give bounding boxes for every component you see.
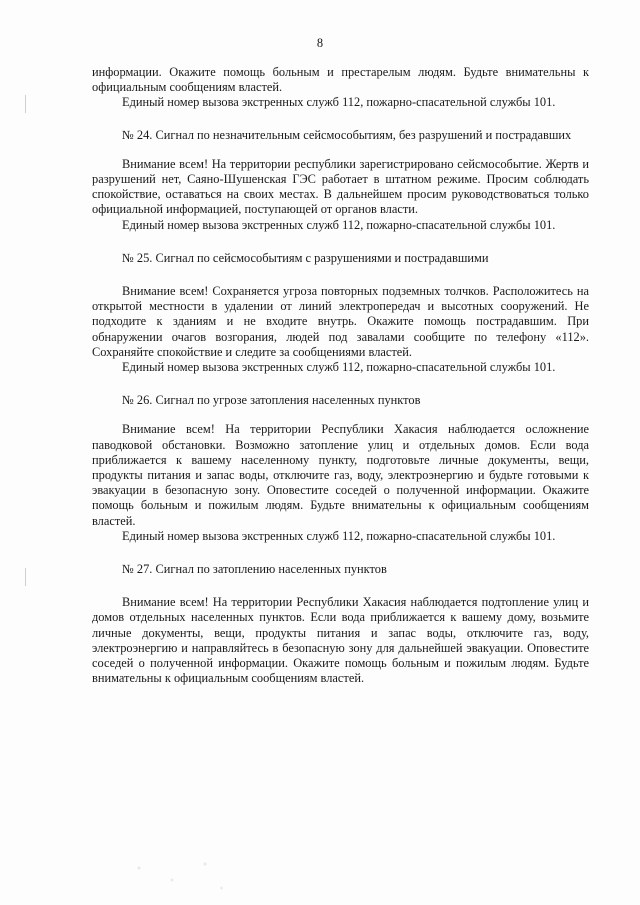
section-26-body: Внимание всем! На территории Республики Хакасия наблюдается осложнение паводковой обстановки. Возможно затопление улиц и отдельных домов. Если вода приближается к вашему населенному пункту, подготовьте личные документы, вещи, продукты питания и запас воды, отключите газ, воду, электроэнергию и будьте готовыми к эвакуации в безопасную зону. Оповестите соседей о полученной информации. Окажите помощь больным и пожилым людям. Будьте внимательны к официальным сообщениям властей. [92, 422, 589, 528]
spacer [92, 577, 589, 595]
spacer [92, 375, 589, 393]
section-heading-26: № 26. Сигнал по угрозе затопления населенных пунктов [122, 393, 421, 408]
spacer [92, 266, 589, 284]
scan-artifact [128, 856, 238, 896]
emergency-numbers-paragraph: Единый номер вызова экстренных служб 112, пожарно-спасательной службы 101. [122, 528, 556, 543]
page-number: 8 [316, 36, 324, 50]
emergency-numbers-paragraph: Единый номер вызова экстренных служб 112, пожарно-спасательной службы 101. [122, 360, 556, 375]
section-heading-24: № 24. Сигнал по незначительным сейсмособытиям, без разрушений и пострадавших [122, 127, 572, 142]
spacer [92, 111, 589, 128]
emergency-numbers-paragraph: Единый номер вызова экстренных служб 112, пожарно-спасательной службы 101. [122, 217, 556, 232]
section-24-body: Внимание всем! На территории республики зарегистрировано сейсмособытие. Жертв и разрушений нет, Саяно-Шушенская ГЭС работает в штатном режиме. Просим соблюдать спокойствие, оставаться на своих местах. В дальнейшем просим руководствоваться только официальной информацией, поступающей от органов власти. [92, 156, 589, 217]
scan-artifact [25, 568, 26, 586]
scan-artifact [25, 95, 26, 113]
section-heading-27: № 27. Сигнал по затоплению населенных пунктов [122, 562, 387, 577]
section-27-body: Внимание всем! На территории Республики Хакасия наблюдается подтопление улиц и домов отдельных населенных пунктов. Если вода приближается к вашему дому, возьмите личные документы, вещи, продукты питания и запас воды, отключите газ, воду, электроэнергию и направляйтесь в безопасную зону для дальнейшей эвакуации. Оповестите соседей о полученной информации. Окажите помощь больным и пожилым людям. Будьте внимательны к официальным сообщениям властей. [92, 595, 589, 686]
paragraph-continuation: информации. Окажите помощь больным и престарелым людям. Будьте внимательны к официальным сообщениям властей. [92, 65, 589, 95]
spacer [92, 143, 589, 157]
spacer [92, 544, 589, 562]
document-body [92, 65, 589, 687]
spacer [92, 408, 589, 422]
section-25-body: Внимание всем! Сохраняется угроза повторных подземных толчков. Расположитесь на открытой местности в удалении от линий электропередач и высотных сооружений. Не подходите к зданиям и не входите внутрь. Окажите помощь пострадавшим. При обнаружении очагов возгорания, людей под завалами сообщите по телефону «112». Сохраняйте спокойствие и следите за сообщениями властей. [92, 284, 589, 359]
emergency-numbers-paragraph: Единый номер вызова экстренных служб 112, пожарно-спасательной службы 101. [122, 95, 556, 110]
spacer [92, 233, 589, 251]
section-heading-25: № 25. Сигнал по сейсмособытиям с разрушениями и пострадавшими [122, 250, 489, 265]
